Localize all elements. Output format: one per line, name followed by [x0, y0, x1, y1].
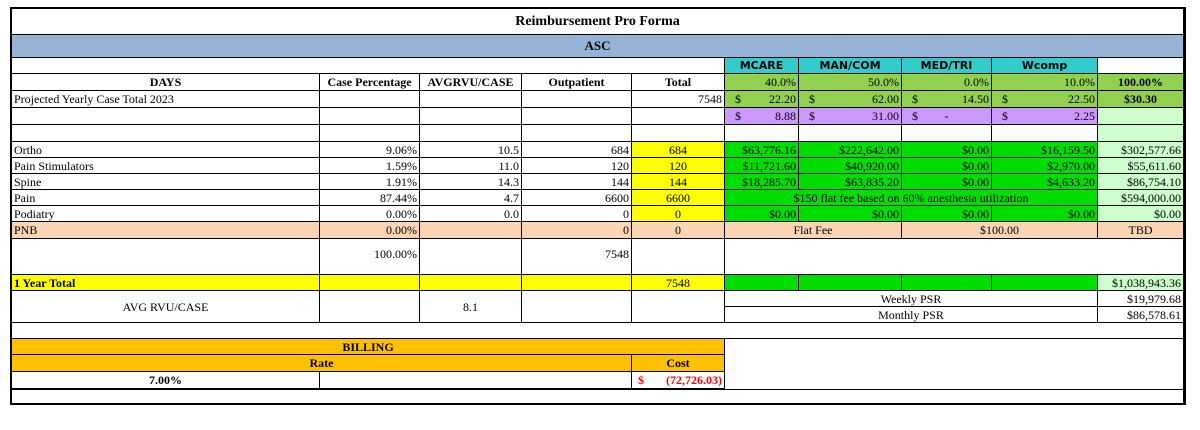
row-label-spine: Spine	[12, 174, 320, 190]
rate-medtri: $ 14.50	[902, 91, 992, 108]
currency-symbol: $	[809, 92, 815, 106]
blank-cell	[320, 125, 420, 142]
payer-header-mcare: MCARE	[725, 58, 799, 74]
weekly-psr-label: Weekly PSR	[725, 291, 1098, 307]
reimb-wcomp: $2,970.00	[992, 158, 1098, 174]
case-pct: 0.00%	[320, 222, 420, 239]
billing-rate-value: 7.00%	[12, 372, 320, 389]
column-header-total: Total	[632, 74, 725, 91]
sheet-title: Reimbursement Pro Forma	[12, 9, 1184, 35]
blank-cell	[902, 125, 992, 142]
payer-pct-mcare: 40.0%	[725, 74, 799, 91]
blank-cell	[420, 239, 522, 275]
blank-cell	[420, 91, 522, 108]
weekly-psr-value: $19,979.68	[1098, 291, 1184, 307]
row-total: 6600	[632, 190, 725, 206]
total-pct: 100.00%	[1098, 74, 1184, 91]
blank-cell	[632, 125, 725, 142]
outpatient-count: 6600	[522, 190, 632, 206]
column-header-days: DAYS	[12, 74, 320, 91]
blank-cell	[725, 125, 799, 142]
rate2-medtri: $ -	[902, 108, 992, 125]
row-label-podiatry: Podiatry	[12, 206, 320, 222]
reimb-mcare: $18,285.70	[725, 174, 799, 190]
blank-cell	[420, 275, 522, 291]
row-label-pnb: PNB	[12, 222, 320, 239]
reimb-mancom: $0.00	[799, 206, 902, 222]
reimb-medtri: $0.00	[902, 142, 992, 158]
rate2-wcomp: $ 2.25	[992, 108, 1098, 125]
case-pct: 1.91%	[320, 174, 420, 190]
blank-cell	[522, 91, 632, 108]
pro-forma-sheet	[10, 7, 1186, 405]
reimb-mcare: $11,721.60	[725, 158, 799, 174]
outpatient-count: 684	[522, 142, 632, 158]
reimb-sum: TBD	[1098, 222, 1184, 239]
reimb-mancom: $222,642.00	[799, 142, 902, 158]
reimb-wcomp: $0.00	[992, 206, 1098, 222]
row-total: 144	[632, 174, 725, 190]
row-total: 120	[632, 158, 725, 174]
year-total-sum: $1,038,943.36	[1098, 275, 1184, 291]
row-total: 684	[632, 142, 725, 158]
row-total: 0	[632, 206, 725, 222]
payer-pct-mancom: 50.0%	[799, 74, 902, 91]
blank-cell	[12, 58, 725, 74]
reimb-mcare: $0.00	[725, 206, 799, 222]
currency-symbol: $	[809, 109, 815, 123]
blank-cell	[12, 389, 1184, 403]
reimb-mcare: $63,776.16	[725, 142, 799, 158]
year-total-label: 1 Year Total	[12, 275, 320, 291]
reimb-medtri: $0.00	[902, 158, 992, 174]
blank-cell	[522, 291, 632, 323]
currency-symbol: $	[735, 109, 741, 123]
blank-cell	[320, 91, 420, 108]
reimb-wcomp: $16,159.50	[992, 142, 1098, 158]
rate-mcare: $ 22.20	[725, 91, 799, 108]
blank-cell	[12, 125, 320, 142]
blank-cell	[799, 275, 902, 291]
outpatient-count: 0	[522, 222, 632, 239]
blank-cell	[420, 222, 522, 239]
blank-cell	[420, 125, 522, 142]
reimb-wcomp: $4,633.20	[992, 174, 1098, 190]
reimb-mancom: $40,920.00	[799, 158, 902, 174]
blank-cell	[12, 108, 320, 125]
projected-label: Projected Yearly Case Total 2023	[12, 91, 320, 108]
blank-cell	[725, 239, 1184, 275]
row-label-pain: Pain	[12, 190, 320, 206]
case-pct: 9.06%	[320, 142, 420, 158]
outpatient-count: 0	[522, 206, 632, 222]
blank-cell	[725, 275, 799, 291]
payer-header-medtri: MED/TRI	[902, 58, 992, 74]
projected-value: 7548	[632, 91, 725, 108]
rate-wcomp: $ 22.50	[992, 91, 1098, 108]
rate-mancom: $ 62.00	[799, 91, 902, 108]
blank-cell	[1098, 58, 1184, 74]
payer-header-mancom: MAN/COM	[799, 58, 902, 74]
billing-rate-header: Rate	[12, 355, 632, 372]
blank-cell	[12, 239, 320, 275]
blank-cell	[725, 339, 1184, 389]
avg-rvu: 11.0	[420, 158, 522, 174]
billing-title: BILLING	[12, 339, 725, 355]
blank-cell	[320, 275, 420, 291]
blank-cell	[902, 275, 992, 291]
reimb-sum: $0.00	[1098, 206, 1184, 222]
billing-cost-header: Cost	[632, 355, 725, 372]
avg-rvu: 10.5	[420, 142, 522, 158]
case-pct: 87.44%	[320, 190, 420, 206]
blank-cell	[420, 108, 522, 125]
pnb-flat-fee-value: $100.00	[902, 222, 1098, 239]
outpatient-total: 7548	[522, 239, 632, 275]
payer-header-wcomp: Wcomp	[992, 58, 1098, 74]
blank-cell	[632, 239, 725, 275]
monthly-psr-label: Monthly PSR	[725, 307, 1098, 323]
outpatient-count: 144	[522, 174, 632, 190]
pain-flat-fee-note: $150 flat fee based on 60% anesthesia utilization	[725, 190, 1098, 206]
monthly-psr-value: $86,578.61	[1098, 307, 1184, 323]
blank-cell	[12, 323, 1184, 339]
row-label-pain-stimulators: Pain Stimulators	[12, 158, 320, 174]
reimb-medtri: $0.00	[902, 206, 992, 222]
reimb-sum: $55,611.60	[1098, 158, 1184, 174]
rate2-mancom: $ 31.00	[799, 108, 902, 125]
year-total-cases: 7548	[632, 275, 725, 291]
row-label-ortho: Ortho	[12, 142, 320, 158]
reimb-mancom: $63,835.20	[799, 174, 902, 190]
column-header-case-pct: Case Percentage	[320, 74, 420, 91]
blank-cell	[632, 108, 725, 125]
blank-cell	[522, 108, 632, 125]
blank-cell	[522, 125, 632, 142]
rate2-mcare: $ 8.88	[725, 108, 799, 125]
reimb-sum: $86,754.10	[1098, 174, 1184, 190]
billing-cost-value: $ (72,726.03)	[632, 372, 725, 389]
section-banner: ASC	[12, 35, 1184, 58]
payer-pct-medtri: 0.0%	[902, 74, 992, 91]
column-header-avg-rvu: AVGRVU/CASE	[420, 74, 522, 91]
blank-cell	[992, 125, 1098, 142]
currency-symbol: $	[638, 373, 644, 387]
payer-pct-wcomp: 10.0%	[992, 74, 1098, 91]
blank-cell	[799, 125, 902, 142]
avg-rvu: 0.0	[420, 206, 522, 222]
avg-rvu: 4.7	[420, 190, 522, 206]
reimb-medtri: $0.00	[902, 174, 992, 190]
blank-cell	[320, 108, 420, 125]
avg-rvu-label: AVG RVU/CASE	[12, 291, 320, 323]
column-header-outpatient: Outpatient	[522, 74, 632, 91]
currency-symbol: $	[735, 92, 741, 106]
case-pct-total: 100.00%	[320, 239, 420, 275]
total-rate: $30.30	[1098, 91, 1184, 108]
blank-cell	[1098, 108, 1184, 125]
currency-symbol: $	[1002, 92, 1008, 106]
reimb-sum: $302,577.66	[1098, 142, 1184, 158]
currency-symbol: $	[912, 109, 918, 123]
avg-rvu-value: 8.1	[420, 291, 522, 323]
blank-cell	[522, 275, 632, 291]
blank-cell	[992, 275, 1098, 291]
currency-symbol: $	[1002, 109, 1008, 123]
blank-cell	[632, 291, 725, 323]
outpatient-count: 120	[522, 158, 632, 174]
reimb-sum: $594,000.00	[1098, 190, 1184, 206]
pnb-flat-fee-label: Flat Fee	[725, 222, 902, 239]
case-pct: 1.59%	[320, 158, 420, 174]
blank-cell	[320, 291, 420, 323]
row-total: 0	[632, 222, 725, 239]
avg-rvu: 14.3	[420, 174, 522, 190]
currency-symbol: $	[912, 92, 918, 106]
blank-cell	[1098, 125, 1184, 142]
blank-cell	[320, 372, 632, 389]
case-pct: 0.00%	[320, 206, 420, 222]
